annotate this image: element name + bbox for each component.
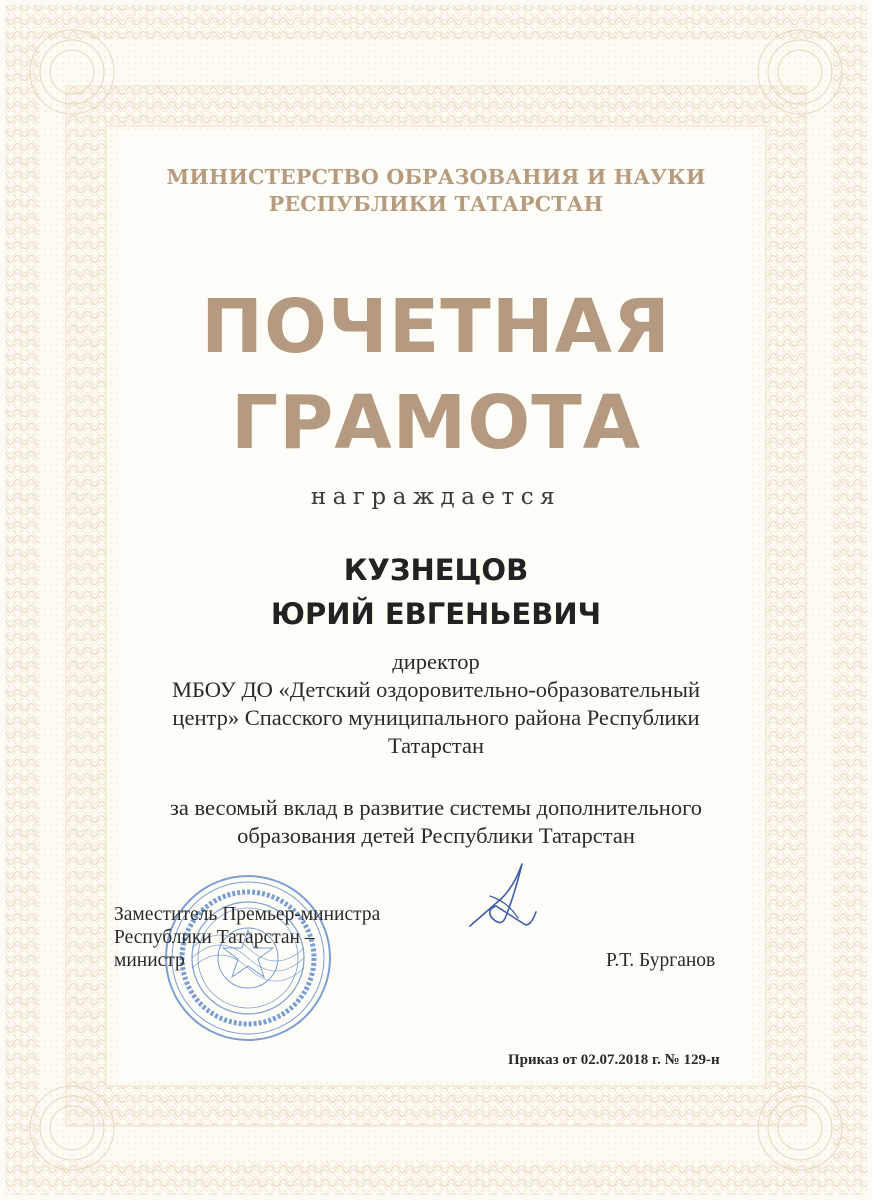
signatory-title-line-3: министр — [114, 950, 185, 971]
title-line-1: ПОЧЕТНАЯ — [201, 284, 671, 370]
awarded-label: награждается — [310, 484, 562, 510]
ministry-header — [0, 164, 872, 218]
signatory-title-line-1: Заместитель Премьер-министра — [114, 904, 381, 925]
position-line-1: директор — [392, 649, 480, 674]
signatory-title-line-2: Республики Татарстан – — [114, 927, 315, 948]
position-line-3: центр» Спасского муниципального района Республики — [172, 705, 700, 730]
ministry-line-2: РЕСПУБЛИКИ ТАТАРСТАН — [268, 192, 604, 216]
signature-icon — [462, 856, 562, 946]
reason-line-1: за весомый вклад в развитие системы дополнительного — [169, 795, 703, 820]
position-line-4: Татарстан — [387, 733, 485, 758]
recipient-given-names: ЮРИЙ ЕВГЕНЬЕВИЧ — [270, 597, 602, 631]
reason-line-2: образования детей Республики Татарстан — [237, 823, 635, 848]
signatory-name: Р.Т. Бурганов — [606, 950, 716, 971]
order-reference: Приказ от 02.07.2018 г. № 129-н — [508, 1052, 720, 1068]
signatory-title — [114, 903, 380, 972]
position-line-2: МБОУ ДО «Детский оздоровительно-образовательный — [172, 677, 700, 702]
title-line-2: ГРАМОТА — [231, 380, 641, 466]
recipient-surname: КУЗНЕЦОВ — [343, 553, 529, 587]
ministry-line-1: МИНИСТЕРСТВО ОБРАЗОВАНИЯ И НАУКИ — [166, 165, 706, 189]
